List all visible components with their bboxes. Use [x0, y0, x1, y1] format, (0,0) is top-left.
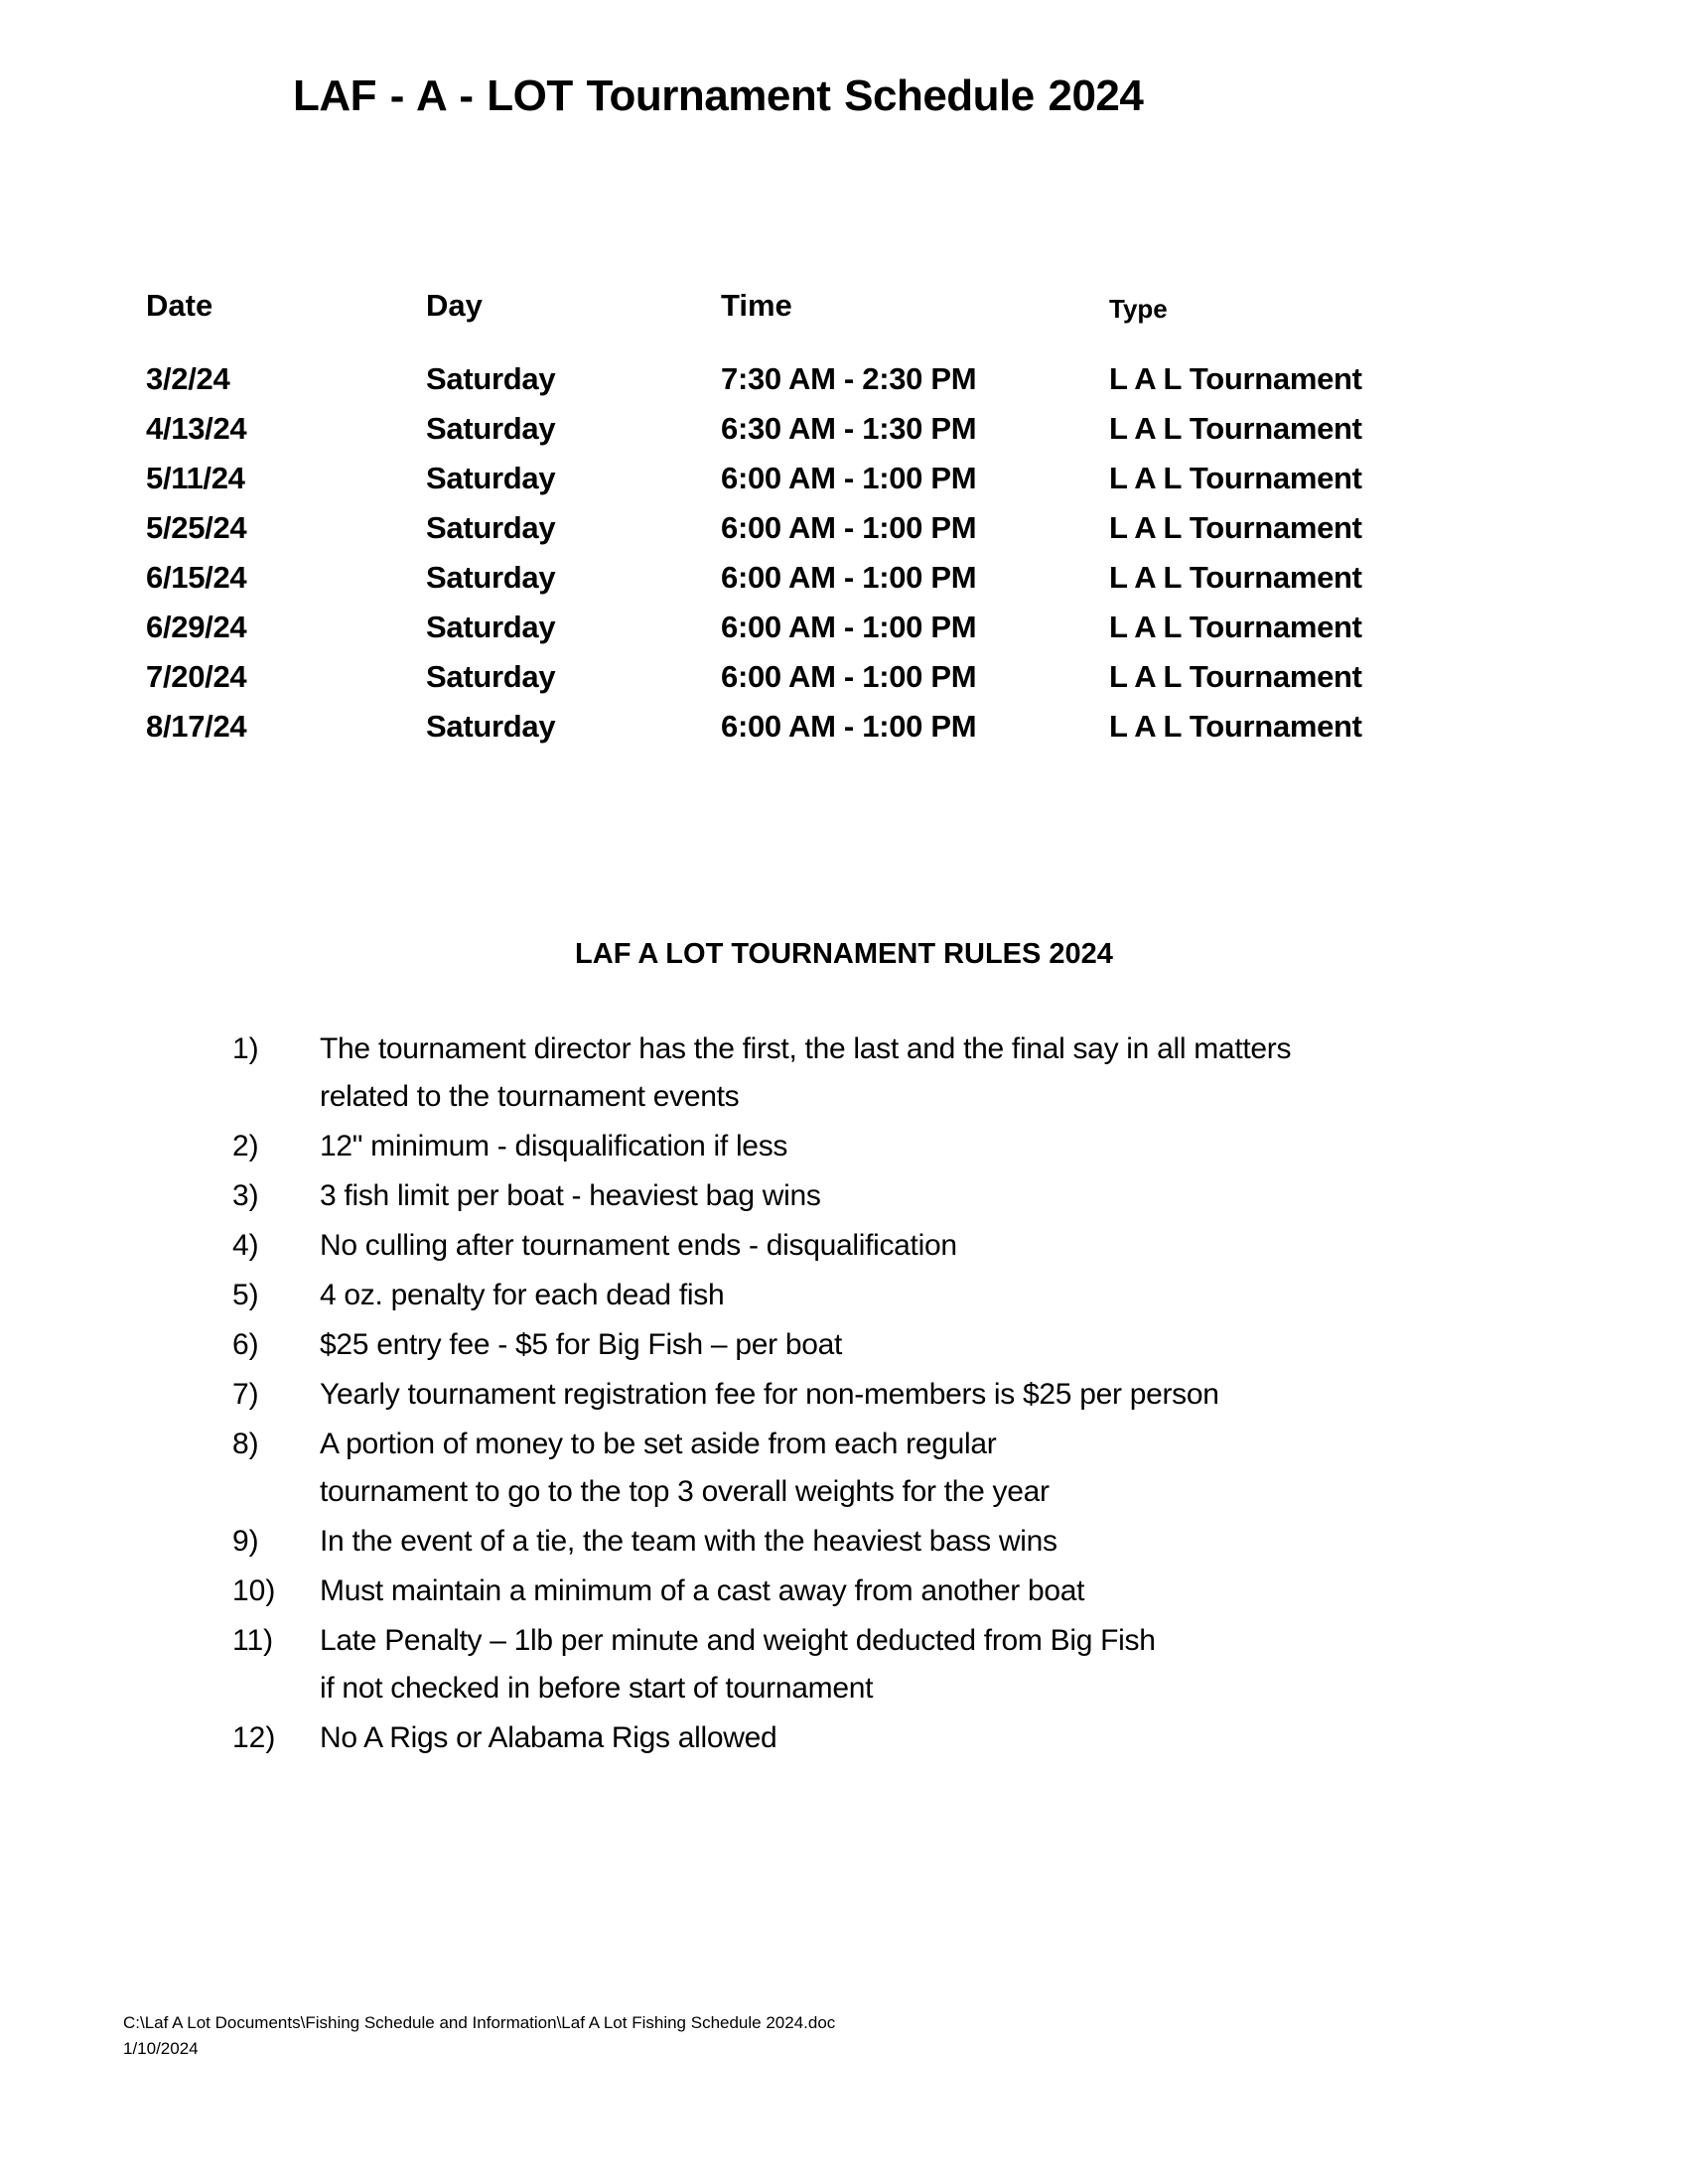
- header-type: Type: [1109, 294, 1168, 324]
- date-cell: 3/2/24: [146, 361, 230, 396]
- time-cell: 6:00 AM - 1:00 PM: [721, 560, 977, 595]
- rule-number: 5): [232, 1279, 259, 1311]
- type-cell: L A L Tournament: [1109, 560, 1362, 595]
- time-cell: 7:30 AM - 2:30 PM: [721, 361, 977, 396]
- rule-text: Yearly tournament registration fee for non-members is $25 per person: [320, 1378, 1219, 1411]
- time-cell: 6:00 AM - 1:00 PM: [721, 610, 977, 644]
- footer-date: 1/10/2024: [123, 2039, 199, 2058]
- rule-text: 12" minimum - disqualification if less: [320, 1130, 788, 1162]
- day-cell: Saturday: [426, 709, 556, 744]
- rule-number: 3): [232, 1179, 259, 1212]
- day-cell: Saturday: [426, 659, 556, 694]
- rule-number: 11): [232, 1624, 274, 1657]
- time-cell: 6:00 AM - 1:00 PM: [721, 510, 977, 545]
- type-cell: L A L Tournament: [1109, 361, 1362, 396]
- page-title: LAF - A - LOT Tournament Schedule 2024: [293, 71, 1144, 120]
- rule-number: 9): [232, 1525, 259, 1558]
- date-cell: 5/25/24: [146, 510, 247, 545]
- rule-text: tournament to go to the top 3 overall weights for the year: [320, 1475, 1050, 1508]
- rules-title: LAF A LOT TOURNAMENT RULES 2024: [575, 938, 1113, 970]
- rule-text: Must maintain a minimum of a cast away from another boat: [320, 1574, 1085, 1607]
- type-cell: L A L Tournament: [1109, 659, 1362, 694]
- day-cell: Saturday: [426, 510, 556, 545]
- rule-number: 4): [232, 1229, 259, 1262]
- rule-number: 8): [232, 1428, 259, 1460]
- rule-number: 6): [232, 1328, 259, 1361]
- time-cell: 6:00 AM - 1:00 PM: [721, 709, 977, 744]
- type-cell: L A L Tournament: [1109, 461, 1362, 495]
- time-cell: 6:30 AM - 1:30 PM: [721, 411, 977, 446]
- time-cell: 6:00 AM - 1:00 PM: [721, 461, 977, 495]
- type-cell: L A L Tournament: [1109, 709, 1362, 744]
- day-cell: Saturday: [426, 461, 556, 495]
- header-day: Day: [426, 288, 483, 323]
- rule-text: Late Penalty – 1lb per minute and weight deducted from Big Fish: [320, 1624, 1156, 1657]
- day-cell: Saturday: [426, 560, 556, 595]
- date-cell: 6/29/24: [146, 610, 247, 644]
- rule-text: 3 fish limit per boat - heaviest bag wins: [320, 1179, 821, 1212]
- rule-text: if not checked in before start of tournament: [320, 1672, 874, 1705]
- rule-text: A portion of money to be set aside from each regular: [320, 1428, 997, 1460]
- day-cell: Saturday: [426, 361, 556, 396]
- day-cell: Saturday: [426, 411, 556, 446]
- date-cell: 5/11/24: [146, 461, 245, 495]
- rule-number: 1): [232, 1032, 259, 1065]
- date-cell: 8/17/24: [146, 709, 247, 744]
- rule-text: $25 entry fee - $5 for Big Fish – per boat: [320, 1328, 843, 1361]
- rule-text: In the event of a tie, the team with the heaviest bass wins: [320, 1525, 1057, 1558]
- time-cell: 6:00 AM - 1:00 PM: [721, 659, 977, 694]
- rule-text: related to the tournament events: [320, 1080, 740, 1113]
- rule-number: 10): [232, 1574, 276, 1607]
- rule-text: No A Rigs or Alabama Rigs allowed: [320, 1721, 777, 1754]
- date-cell: 6/15/24: [146, 560, 247, 595]
- rule-number: 7): [232, 1378, 259, 1411]
- header-time: Time: [721, 288, 792, 323]
- type-cell: L A L Tournament: [1109, 610, 1362, 644]
- rule-number: 2): [232, 1130, 259, 1162]
- date-cell: 4/13/24: [146, 411, 247, 446]
- footer-path: C:\Laf A Lot Documents\Fishing Schedule and Information\Laf A Lot Fishing Schedule 2024.doc: [123, 2013, 836, 2032]
- date-cell: 7/20/24: [146, 659, 247, 694]
- type-cell: L A L Tournament: [1109, 411, 1362, 446]
- rule-text: 4 oz. penalty for each dead fish: [320, 1279, 725, 1311]
- header-date: Date: [146, 288, 213, 323]
- type-cell: L A L Tournament: [1109, 510, 1362, 545]
- day-cell: Saturday: [426, 610, 556, 644]
- rule-number: 12): [232, 1721, 276, 1754]
- rule-text: No culling after tournament ends - disqualification: [320, 1229, 957, 1262]
- rule-text: The tournament director has the first, the last and the final say in all matters: [320, 1032, 1292, 1065]
